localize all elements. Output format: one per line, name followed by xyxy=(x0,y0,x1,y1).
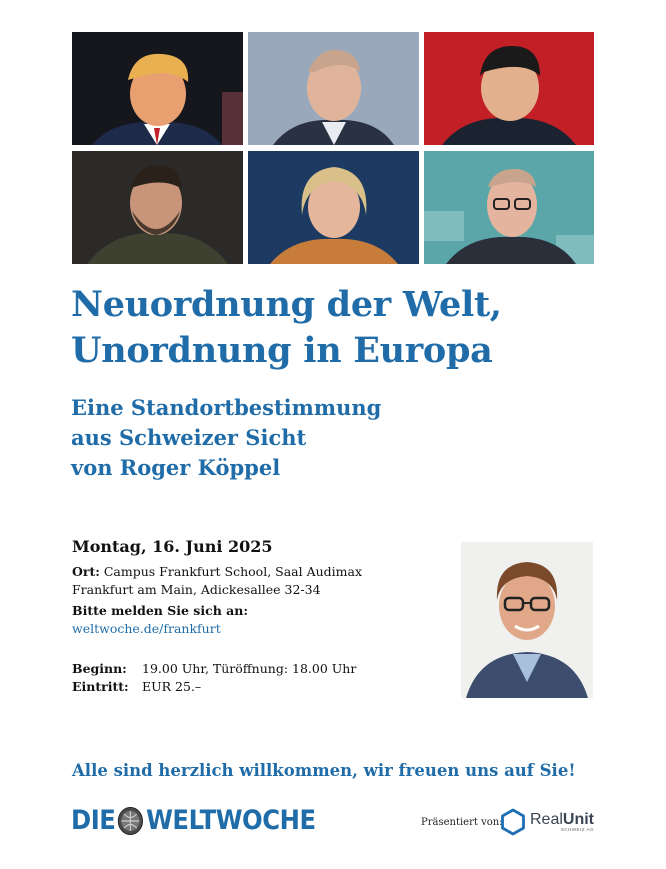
portrait-photo-2 xyxy=(248,32,419,145)
realunit-logo xyxy=(500,808,594,836)
location-label: Ort: xyxy=(72,564,100,579)
portrait-photo-3 xyxy=(424,32,594,145)
speaker-portrait xyxy=(461,542,593,698)
portrait-photo-5 xyxy=(248,151,419,264)
portrait-photo-4 xyxy=(72,151,243,264)
photo-grid xyxy=(72,32,594,264)
hexagon-icon xyxy=(500,808,526,836)
sponsor-name-bold: Unit xyxy=(562,810,595,828)
logo-text-weltwoche: WELTWOCHE xyxy=(146,805,316,836)
event-times xyxy=(72,660,452,696)
weltwoche-logo xyxy=(71,805,316,836)
event-date: Montag, 16. Juni 2025 xyxy=(72,537,273,556)
admission-label: Eintritt: xyxy=(72,679,129,694)
globe-icon xyxy=(117,806,144,836)
headline-line-1: Neuordnung der Welt, xyxy=(71,284,502,325)
location-line-1: Campus Frankfurt School, Saal Audimax xyxy=(103,564,363,579)
portrait-photo-6 xyxy=(424,151,594,264)
sponsor-name-light: Real xyxy=(530,810,563,828)
subheadline-line-1: Eine Standortbestimmung xyxy=(71,395,382,420)
headline xyxy=(71,282,502,374)
portrait-photo-1 xyxy=(72,32,243,145)
start-row xyxy=(72,660,452,678)
admission-value: EUR 25.– xyxy=(142,679,202,694)
welcome-message: Alle sind herzlich willkommen, wir freuen uns auf Sie! xyxy=(72,761,576,780)
headline-line-2: Unordnung in Europa xyxy=(71,330,493,371)
registration-heading: Bitte melden Sie sich an: xyxy=(72,603,248,618)
presented-by-label: Präsentiert von: xyxy=(421,817,503,828)
event-location xyxy=(72,563,452,581)
registration-link[interactable]: weltwoche.de/frankfurt xyxy=(72,621,221,636)
sponsor-subtitle: SCHWEIZ AG xyxy=(560,826,595,832)
event-details xyxy=(72,537,452,696)
location-line-2: Frankfurt am Main, Adickesallee 32-34 xyxy=(72,582,321,597)
start-label: Beginn: xyxy=(72,661,127,676)
subheadline-line-3: von Roger Köppel xyxy=(71,455,281,480)
sponsor-name xyxy=(530,812,594,828)
admission-row xyxy=(72,678,452,696)
subheadline-line-2: aus Schweizer Sicht xyxy=(71,425,307,450)
start-value: 19.00 Uhr, Türöffnung: 18.00 Uhr xyxy=(142,661,357,676)
logo-text-die: DIE xyxy=(71,805,116,836)
subheadline xyxy=(71,393,381,483)
